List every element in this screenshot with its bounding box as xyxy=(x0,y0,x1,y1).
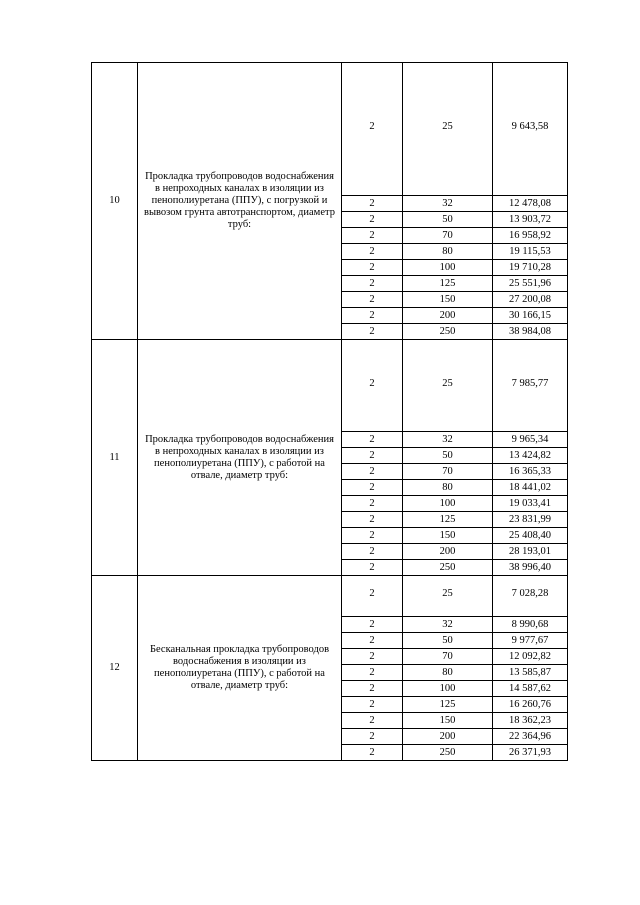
diameter-cell: 70 xyxy=(403,228,493,244)
row-count-cell: 2 xyxy=(342,480,403,496)
price-cell: 23 831,99 xyxy=(493,512,568,528)
diameter-cell: 32 xyxy=(403,617,493,633)
diameter-cell: 50 xyxy=(403,212,493,228)
diameter-cell: 100 xyxy=(403,260,493,276)
price-cell: 14 587,62 xyxy=(493,681,568,697)
section-number: 10 xyxy=(92,63,138,340)
price-cell: 16 260,76 xyxy=(493,697,568,713)
section-description: Прокладка трубопроводов водоснабжения в непроходных каналах в изоляции из пенополиуретана (ППУ), с погрузкой и вывозом грунта автотранспортом, диаметр труб: xyxy=(138,63,342,340)
price-cell: 7 985,77 xyxy=(493,340,568,432)
diameter-cell: 200 xyxy=(403,308,493,324)
diameter-cell: 25 xyxy=(403,340,493,432)
diameter-cell: 250 xyxy=(403,745,493,761)
table-row xyxy=(92,576,568,617)
section-description: Прокладка трубопроводов водоснабжения в непроходных каналах в изоляции из пенополиуретана (ППУ), с работой на отвале, диаметр труб: xyxy=(138,340,342,576)
price-cell: 30 166,15 xyxy=(493,308,568,324)
row-count-cell: 2 xyxy=(342,324,403,340)
row-count-cell: 2 xyxy=(342,308,403,324)
diameter-cell: 100 xyxy=(403,496,493,512)
row-count-cell: 2 xyxy=(342,697,403,713)
price-table xyxy=(91,62,568,761)
price-cell: 27 200,08 xyxy=(493,292,568,308)
row-count-cell: 2 xyxy=(342,633,403,649)
diameter-cell: 25 xyxy=(403,576,493,617)
row-count-cell: 2 xyxy=(342,729,403,745)
price-cell: 12 478,08 xyxy=(493,196,568,212)
diameter-cell: 50 xyxy=(403,633,493,649)
diameter-cell: 200 xyxy=(403,544,493,560)
price-cell: 18 362,23 xyxy=(493,713,568,729)
row-count-cell: 2 xyxy=(342,681,403,697)
diameter-cell: 25 xyxy=(403,63,493,196)
section-description: Бесканальная прокладка трубопроводов водоснабжения в изоляции из пенополиуретана (ППУ), с работой на отвале, диаметр труб: xyxy=(138,576,342,761)
diameter-cell: 100 xyxy=(403,681,493,697)
row-count-cell: 2 xyxy=(342,196,403,212)
diameter-cell: 250 xyxy=(403,324,493,340)
price-cell: 16 365,33 xyxy=(493,464,568,480)
diameter-cell: 150 xyxy=(403,292,493,308)
section-number: 12 xyxy=(92,576,138,761)
diameter-cell: 200 xyxy=(403,729,493,745)
price-cell: 19 710,28 xyxy=(493,260,568,276)
price-cell: 8 990,68 xyxy=(493,617,568,633)
price-cell: 13 424,82 xyxy=(493,448,568,464)
row-count-cell: 2 xyxy=(342,432,403,448)
section-number: 11 xyxy=(92,340,138,576)
price-cell: 9 977,67 xyxy=(493,633,568,649)
table-row xyxy=(92,63,568,196)
diameter-cell: 125 xyxy=(403,512,493,528)
price-cell: 22 364,96 xyxy=(493,729,568,745)
diameter-cell: 80 xyxy=(403,665,493,681)
diameter-cell: 70 xyxy=(403,649,493,665)
price-cell: 26 371,93 xyxy=(493,745,568,761)
diameter-cell: 32 xyxy=(403,196,493,212)
price-cell: 19 115,53 xyxy=(493,244,568,260)
price-cell: 7 028,28 xyxy=(493,576,568,617)
row-count-cell: 2 xyxy=(342,649,403,665)
diameter-cell: 125 xyxy=(403,276,493,292)
row-count-cell: 2 xyxy=(342,496,403,512)
row-count-cell: 2 xyxy=(342,544,403,560)
price-cell: 13 585,87 xyxy=(493,665,568,681)
price-cell: 25 408,40 xyxy=(493,528,568,544)
row-count-cell: 2 xyxy=(342,560,403,576)
diameter-cell: 150 xyxy=(403,713,493,729)
row-count-cell: 2 xyxy=(342,665,403,681)
row-count-cell: 2 xyxy=(342,464,403,480)
row-count-cell: 2 xyxy=(342,244,403,260)
price-cell: 13 903,72 xyxy=(493,212,568,228)
row-count-cell: 2 xyxy=(342,340,403,432)
price-cell: 9 965,34 xyxy=(493,432,568,448)
row-count-cell: 2 xyxy=(342,228,403,244)
row-count-cell: 2 xyxy=(342,276,403,292)
row-count-cell: 2 xyxy=(342,448,403,464)
diameter-cell: 80 xyxy=(403,244,493,260)
price-cell: 38 996,40 xyxy=(493,560,568,576)
price-cell: 19 033,41 xyxy=(493,496,568,512)
price-cell: 16 958,92 xyxy=(493,228,568,244)
diameter-cell: 50 xyxy=(403,448,493,464)
price-cell: 12 092,82 xyxy=(493,649,568,665)
row-count-cell: 2 xyxy=(342,576,403,617)
row-count-cell: 2 xyxy=(342,260,403,276)
diameter-cell: 32 xyxy=(403,432,493,448)
table-row xyxy=(92,340,568,432)
diameter-cell: 70 xyxy=(403,464,493,480)
row-count-cell: 2 xyxy=(342,292,403,308)
diameter-cell: 80 xyxy=(403,480,493,496)
price-cell: 9 643,58 xyxy=(493,63,568,196)
row-count-cell: 2 xyxy=(342,512,403,528)
price-cell: 28 193,01 xyxy=(493,544,568,560)
price-cell: 25 551,96 xyxy=(493,276,568,292)
row-count-cell: 2 xyxy=(342,745,403,761)
price-cell: 18 441,02 xyxy=(493,480,568,496)
price-cell: 38 984,08 xyxy=(493,324,568,340)
price-table-body xyxy=(92,63,568,761)
row-count-cell: 2 xyxy=(342,713,403,729)
row-count-cell: 2 xyxy=(342,617,403,633)
row-count-cell: 2 xyxy=(342,63,403,196)
diameter-cell: 150 xyxy=(403,528,493,544)
diameter-cell: 125 xyxy=(403,697,493,713)
diameter-cell: 250 xyxy=(403,560,493,576)
row-count-cell: 2 xyxy=(342,212,403,228)
row-count-cell: 2 xyxy=(342,528,403,544)
